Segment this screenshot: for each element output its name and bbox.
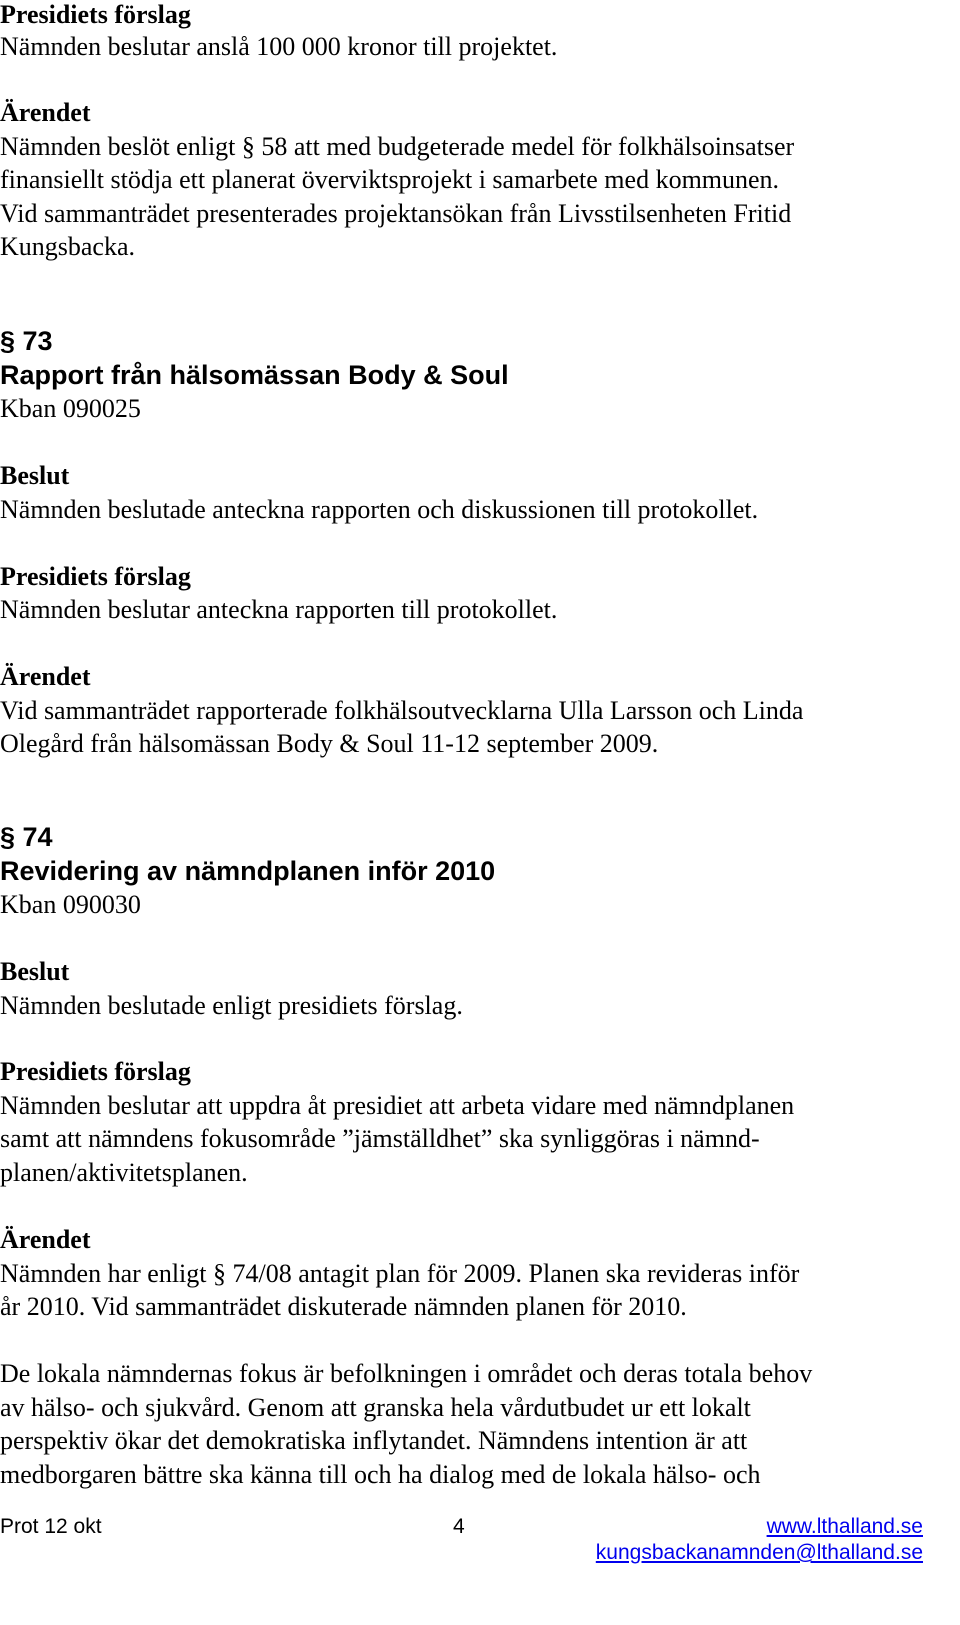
section-title-73: Rapport från hälsomässan Body & Soul: [0, 360, 509, 390]
paragraph-line: år 2010. Vid sammanträdet diskuterade nämnden planen för 2010.: [0, 1292, 687, 1321]
section-number-73: § 73: [0, 326, 53, 356]
paragraph-line: Nämnden beslöt enligt § 58 att med budgeterade medel för folkhälsoinsatser: [0, 132, 795, 161]
footer-page-number: 4: [453, 1515, 465, 1538]
heading-presidiets-forslag: Presidiets förslag: [0, 1057, 191, 1086]
paragraph-line: av hälso- och sjukvård. Genom att granska hela vårdutbudet ur ett lokalt: [0, 1393, 751, 1422]
footer-website-link[interactable]: www.lthalland.se: [766, 1515, 923, 1538]
case-number: Kban 090025: [0, 394, 141, 423]
paragraph-line: planen/aktivitetsplanen.: [0, 1158, 248, 1187]
heading-arendet: Ärendet: [0, 1225, 91, 1254]
section-number-74: § 74: [0, 822, 53, 852]
paragraph-line: Nämnden beslutar anteckna rapporten till protokollet.: [0, 595, 558, 624]
heading-presidiets-forslag: Presidiets förslag: [0, 0, 191, 29]
heading-arendet: Ärendet: [0, 662, 91, 691]
paragraph-line: Kungsbacka.: [0, 232, 136, 261]
section-title-74: Revidering av nämndplanen inför 2010: [0, 856, 496, 886]
paragraph-line: Nämnden beslutar att uppdra åt presidiet att arbeta vidare med nämndplanen: [0, 1091, 795, 1120]
heading-arendet: Ärendet: [0, 98, 91, 127]
heading-beslut: Beslut: [0, 957, 70, 986]
footer-protocol-date: Prot 12 okt: [0, 1515, 102, 1538]
paragraph-line: De lokala nämndernas fokus är befolkningen i området och deras totala behov: [0, 1359, 813, 1388]
heading-presidiets-forslag: Presidiets förslag: [0, 562, 191, 591]
footer-email-link[interactable]: kungsbackanamnden@lthalland.se: [595, 1541, 923, 1564]
paragraph-line: perspektiv ökar det demokratiska inflytandet. Nämndens intention är att: [0, 1426, 748, 1455]
paragraph-line: Nämnden har enligt § 74/08 antagit plan för 2009. Planen ska revideras inför: [0, 1259, 800, 1288]
paragraph-line: Nämnden beslutade anteckna rapporten och diskussionen till protokollet.: [0, 495, 759, 524]
paragraph-line: Vid sammanträdet rapporterade folkhälsoutvecklarna Ulla Larsson och Linda: [0, 696, 804, 725]
paragraph-line: Vid sammanträdet presenterades projektansökan från Livsstilsenheten Fritid: [0, 199, 792, 228]
paragraph-line: Nämnden beslutade enligt presidiets förslag.: [0, 991, 463, 1020]
paragraph-line: medborgaren bättre ska känna till och ha dialog med de lokala hälso- och: [0, 1460, 761, 1489]
paragraph-line: samt att nämndens fokusområde ”jämställdhet” ska synliggöras i nämnd-: [0, 1124, 760, 1153]
case-number: Kban 090030: [0, 890, 141, 919]
paragraph-line: finansiellt stödja ett planerat överviktsprojekt i samarbete med kommunen.: [0, 165, 780, 194]
paragraph-line: Nämnden beslutar anslå 100 000 kronor till projektet.: [0, 32, 558, 61]
paragraph-line: Olegård från hälsomässan Body & Soul 11-12 september 2009.: [0, 729, 659, 758]
heading-beslut: Beslut: [0, 461, 70, 490]
